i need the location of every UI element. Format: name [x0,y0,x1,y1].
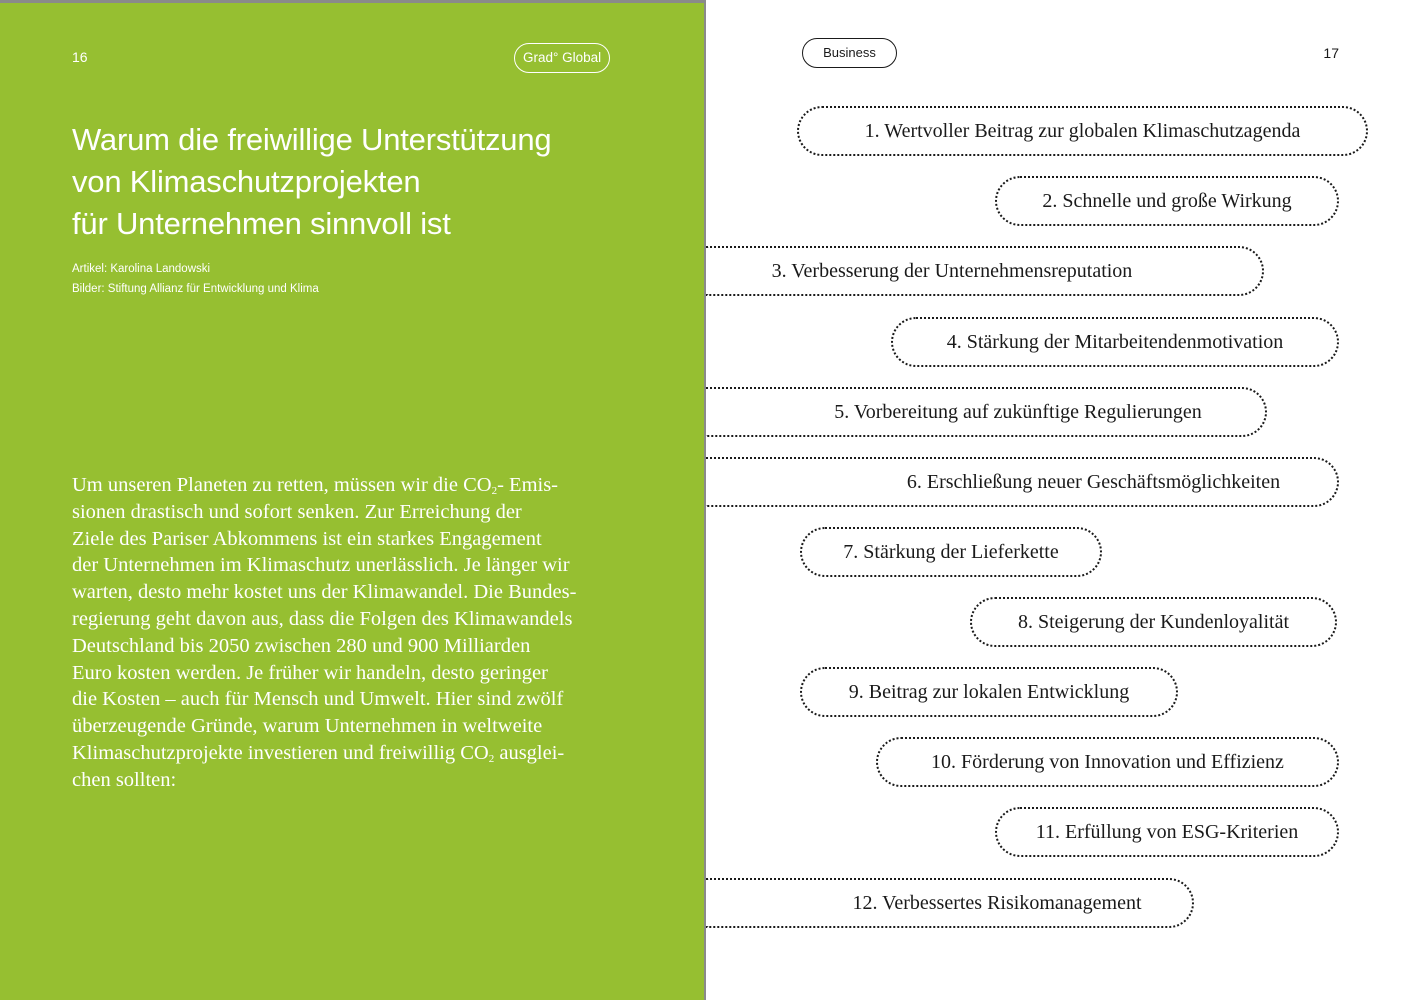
reason-pill-3: 3. Verbesserung der Unternehmensreputation [706,246,1264,296]
reason-pill-10: 10. Förderung von Innovation und Effizienz [876,737,1339,787]
reason-pill-11: 11. Erfüllung von ESG-Kriterien [995,807,1339,857]
body-line: die Kosten – auch für Mensch und Umwelt. Hier sind zwölf [72,688,564,711]
body-line: regierung geht davon aus, dass die Folgen des Klimawandels [72,607,573,630]
article-credits [72,259,319,299]
reason-pill-1: 1. Wertvoller Beitrag zur globalen Klimaschutzagenda [797,106,1368,156]
body-line: Deutschland bis 2050 zwischen 280 und 900 Milliarden [72,634,531,657]
image-credit: Bilder: Stiftung Allianz für Entwicklung und Klima [72,283,319,295]
body-line: Euro kosten werden. Je früher wir handeln, desto geringer [72,661,548,684]
reason-pill-6: 6. Erschließung neuer Geschäftsmöglichkeiten [706,457,1339,507]
body-line: Um unseren Planeten zu retten, müssen wir die $CO_2-$ Emis- [72,474,559,497]
reason-pill-2: 2. Schnelle und große Wirkung [995,176,1339,226]
body-line: der Unternehmen im Klimaschutz unerlässlich. Je länger wir [72,554,570,577]
reason-pill-5: 5. Vorbereitung auf zukünftige Regulierungen [706,387,1267,437]
headline-line: von Klimaschutzprojekten [72,164,421,199]
headline-line: Warum die freiwillige Unterstützung [72,122,552,157]
body-line: chen sollten: [72,768,177,791]
reason-pill-9: 9. Beitrag zur lokalen Entwicklung [800,667,1178,717]
page-number-right: 17 [1323,45,1339,61]
body-line: überzeugende Gründe, warum Unternehmen in weltweite [72,715,543,738]
article-headline [72,119,672,245]
reason-pill-4: 4. Stärkung der Mitarbeitendenmotivation [891,317,1339,367]
author-credit: Artikel: Karolina Landowski [72,263,211,275]
body-line: warten, desto mehr kostet uns der Klimawandel. Die Bundes- [72,581,577,604]
body-line: Ziele des Pariser Abkommens ist ein starkes Engagement [72,527,542,550]
page-number-left: 16 [72,49,88,65]
body-line: Klimaschutzprojekte investieren und freiwillig $CO_2$ ausglei- [72,741,565,765]
article-body [72,472,617,794]
reason-pill-7: 7. Stärkung der Lieferkette [800,527,1102,577]
section-tag-grad-global[interactable]: Grad° Global [514,43,610,73]
headline-line: für Unternehmen sinnvoll ist [72,206,451,241]
section-tag-business[interactable]: Business [802,38,897,68]
right-page [706,0,1411,1000]
body-line: sionen drastisch und sofort senken. Zur Erreichung der [72,500,522,523]
reason-pill-8: 8. Steigerung der Kundenloyalität [970,597,1337,647]
reason-pill-12: 12. Verbessertes Risikomanagement [706,878,1194,928]
